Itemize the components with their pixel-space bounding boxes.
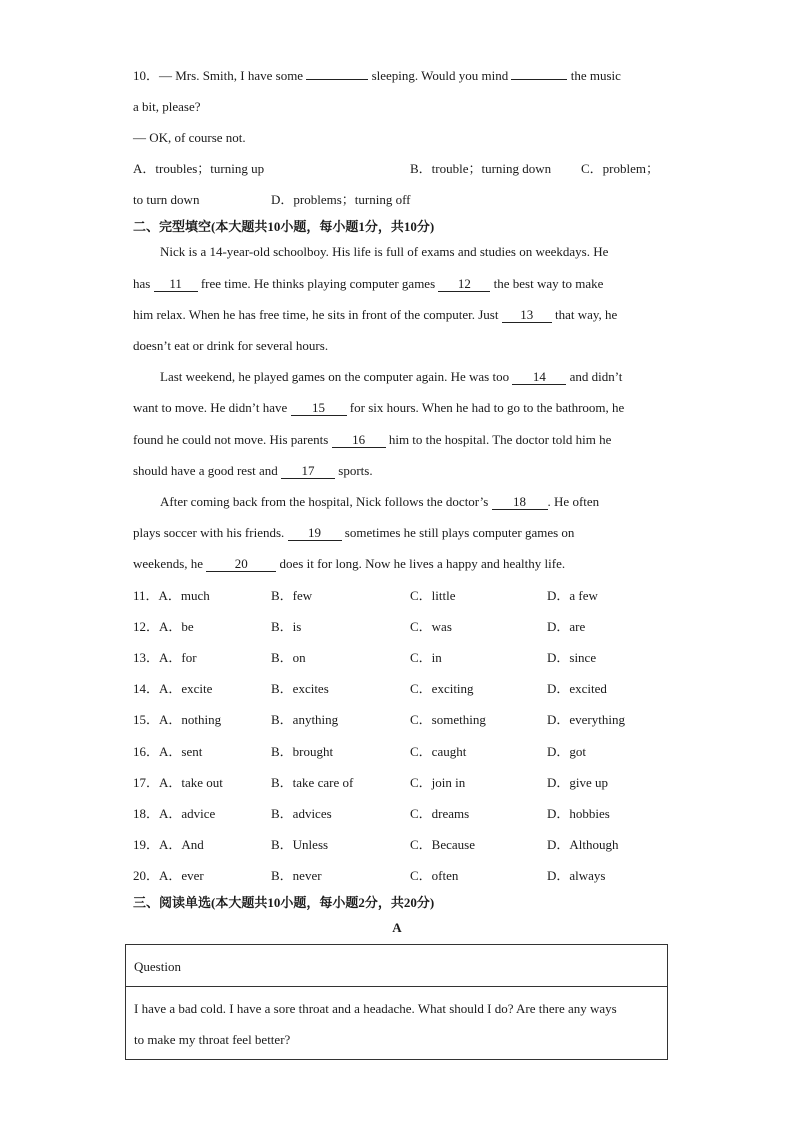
- question-table: [125, 944, 668, 1060]
- option-a: 13．A．for: [133, 650, 197, 665]
- p2-text: for six hours. When he had to go to the bathroom, he: [349, 400, 625, 415]
- options-q20: [133, 868, 693, 884]
- option-b: B．take care of: [271, 775, 354, 790]
- option-c: C．exciting: [410, 681, 474, 696]
- option-c: C．little: [410, 588, 456, 603]
- q10-option-b: B．trouble；turning down: [410, 161, 552, 176]
- p2-line1: [160, 369, 622, 385]
- p3-text: . He often: [547, 494, 600, 509]
- option-d: D．a few: [547, 588, 598, 603]
- table-body-line2: to make my throat feel better?: [134, 1032, 291, 1047]
- option-c: C．join in: [410, 775, 466, 790]
- p3-text: plays soccer with his friends.: [133, 525, 285, 540]
- option-a: 14．A．excite: [133, 681, 213, 696]
- table-body-line1: I have a bad cold. I have a sore throat and a headache. What should I do? Are there any ways: [134, 1001, 617, 1016]
- p1-line4: doesn’t eat or drink for several hours.: [133, 338, 329, 353]
- p1-text: free time. He thinks playing computer games: [200, 276, 436, 291]
- p3-text: After coming back from the hospital, Nick follows the doctor’s: [160, 494, 489, 509]
- p3-line3: [133, 556, 565, 572]
- table-header: Question: [134, 959, 181, 974]
- p2-text: and didn’t: [569, 369, 623, 384]
- p1-text: that way, he: [554, 307, 618, 322]
- option-a: 17．A．take out: [133, 775, 223, 790]
- passage-label: A: [392, 920, 402, 935]
- q10-blank-1: [306, 79, 368, 80]
- options-q12: [133, 619, 693, 635]
- option-b: B．Unless: [271, 837, 329, 852]
- option-d: D．Although: [547, 837, 619, 852]
- option-b: B．brought: [271, 744, 334, 759]
- option-a: 12．A．be: [133, 619, 194, 634]
- p1-text: has: [133, 276, 151, 291]
- blank-11: 11: [154, 277, 198, 292]
- section2-title: 二、完型填空(本大题共10小题，每小题1分，共10分): [133, 219, 435, 234]
- p1-line1: Nick is a 14-year-old schoolboy. His life is full of exams and studies on weekdays. He: [160, 244, 609, 259]
- blank-15: 15: [291, 401, 347, 416]
- p2-text: found he could not move. His parents: [133, 432, 329, 447]
- q10-blank-2: [511, 79, 567, 80]
- option-a: 15．A．nothing: [133, 712, 222, 727]
- option-d: D．got: [547, 744, 587, 759]
- blank-16: 16: [332, 433, 386, 448]
- blank-12: 12: [438, 277, 490, 292]
- option-d: D．are: [547, 619, 586, 634]
- q10-reply: — OK, of course not.: [133, 130, 246, 145]
- q10-line1: [133, 68, 621, 84]
- option-c: C．something: [410, 712, 486, 727]
- p2-line2: [133, 400, 624, 416]
- option-b: B．is: [271, 619, 302, 634]
- option-d: D．give up: [547, 775, 609, 790]
- options-q15: [133, 712, 693, 728]
- p3-line1: [160, 494, 599, 510]
- q10-option-c-cont: to turn down: [133, 192, 200, 207]
- option-c: C．was: [410, 619, 452, 634]
- table-header-row: [126, 945, 667, 987]
- option-b: B．on: [271, 650, 306, 665]
- blank-13: 13: [502, 308, 552, 323]
- p1-text: him relax. When he has free time, he sits in front of the computer. Just: [133, 307, 499, 322]
- p1-text: the best way to make: [493, 276, 604, 291]
- q10-option-d: D．problems；turning off: [271, 192, 411, 207]
- options-q16: [133, 744, 693, 760]
- option-c: C．Because: [410, 837, 475, 852]
- q10-option-c: C．problem；: [581, 161, 659, 176]
- option-a: 16．A．sent: [133, 744, 203, 759]
- blank-17: 17: [281, 464, 335, 479]
- p2-line4: [133, 463, 373, 479]
- option-d: D．since: [547, 650, 597, 665]
- options-q13: [133, 650, 693, 666]
- option-d: D．always: [547, 868, 606, 883]
- option-d: D．hobbies: [547, 806, 610, 821]
- p3-text: does it for long. Now he lives a happy and healthy life.: [279, 556, 566, 571]
- option-c: C．in: [410, 650, 442, 665]
- options-q14: [133, 681, 693, 697]
- p2-line3: [133, 432, 611, 448]
- option-b: B．few: [271, 588, 313, 603]
- q10-text-c: the music: [570, 68, 621, 83]
- p1-line2: [133, 276, 603, 292]
- p1-line3: [133, 307, 617, 323]
- q10-option-a: A．troubles；turning up: [133, 161, 265, 176]
- options-q18: [133, 806, 693, 822]
- blank-14: 14: [512, 370, 566, 385]
- options-q19: [133, 837, 693, 853]
- q10-line2: a bit, please?: [133, 99, 201, 114]
- options-q11: [133, 588, 693, 604]
- option-c: C．dreams: [410, 806, 470, 821]
- option-b: B．advices: [271, 806, 332, 821]
- p2-text: want to move. He didn’t have: [133, 400, 288, 415]
- section3-title: 三、阅读单选(本大题共10小题，每小题2分，共20分): [133, 895, 435, 910]
- blank-20: 20: [206, 557, 276, 572]
- option-a: 18．A．advice: [133, 806, 216, 821]
- option-a: 19．A．And: [133, 837, 204, 852]
- option-a: 11．A．much: [133, 588, 210, 603]
- blank-18: 18: [492, 495, 548, 510]
- option-c: C．often: [410, 868, 459, 883]
- option-d: D．everything: [547, 712, 625, 727]
- p3-text: weekends, he: [133, 556, 204, 571]
- option-b: B．anything: [271, 712, 339, 727]
- options-q17: [133, 775, 693, 791]
- option-b: B．never: [271, 868, 322, 883]
- blank-19: 19: [288, 526, 342, 541]
- option-d: D．excited: [547, 681, 607, 696]
- option-c: C．caught: [410, 744, 467, 759]
- p3-text: sometimes he still plays computer games on: [344, 525, 575, 540]
- p2-text: sports.: [338, 463, 373, 478]
- option-b: B．excites: [271, 681, 329, 696]
- option-a: 20．A．ever: [133, 868, 204, 883]
- p2-text: should have a good rest and: [133, 463, 278, 478]
- p2-text: him to the hospital. The doctor told him he: [388, 432, 612, 447]
- q10-text-b: sleeping. Would you mind: [371, 68, 509, 83]
- q10-text-a: 10．— Mrs. Smith, I have some: [133, 68, 304, 83]
- p3-line2: [133, 525, 574, 541]
- p2-text: Last weekend, he played games on the computer again. He was too: [160, 369, 510, 384]
